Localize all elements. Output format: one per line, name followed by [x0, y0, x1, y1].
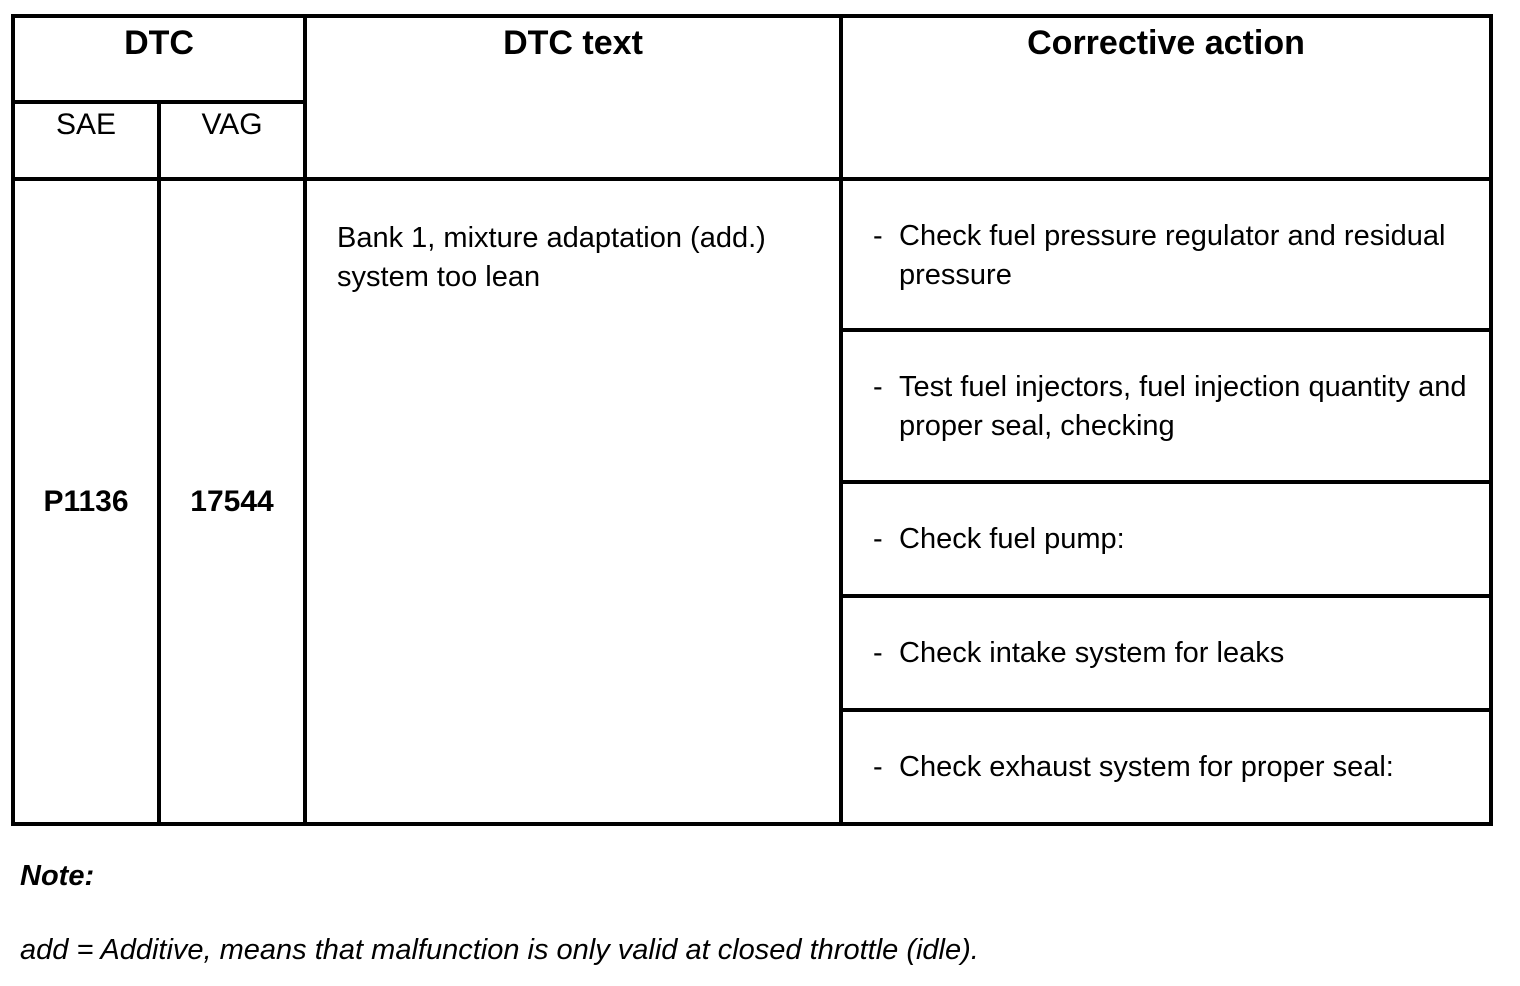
bullet-dash: -	[873, 220, 883, 252]
header-corrective-action: Corrective action	[841, 16, 1491, 179]
sae-code: P1136	[13, 179, 159, 824]
action-item	[841, 710, 1491, 824]
action-text: Test fuel injectors, fuel injection quantity and proper seal, checking	[899, 371, 1467, 442]
bullet-dash: -	[873, 371, 883, 403]
bullet-dash: -	[873, 750, 883, 783]
action-item	[841, 596, 1491, 710]
header-dtc: DTC	[13, 16, 305, 102]
note-title: Note:	[20, 860, 95, 892]
header-sae: SAE	[13, 102, 159, 179]
action-text: Check exhaust system for proper seal:	[899, 750, 1394, 783]
header-vag: VAG	[159, 102, 305, 179]
bullet-dash: -	[873, 636, 883, 669]
table-row	[13, 179, 1491, 330]
bullet-dash: -	[873, 522, 883, 555]
action-text: Check fuel pressure regulator and residual pressure	[899, 220, 1446, 291]
action-item	[841, 179, 1491, 330]
vag-code: 17544	[159, 179, 305, 824]
dtc-table	[11, 14, 1493, 826]
action-text: Check fuel pump:	[899, 522, 1125, 555]
action-text: Check intake system for leaks	[899, 636, 1285, 669]
action-item	[841, 330, 1491, 482]
note-text: add = Additive, means that malfunction is only valid at closed throttle (idle).	[20, 934, 979, 966]
action-item	[841, 482, 1491, 596]
dtc-description: Bank 1, mixture adaptation (add.) system too lean	[305, 179, 841, 824]
header-dtc-text: DTC text	[305, 16, 841, 179]
header-row-main	[13, 16, 1491, 102]
